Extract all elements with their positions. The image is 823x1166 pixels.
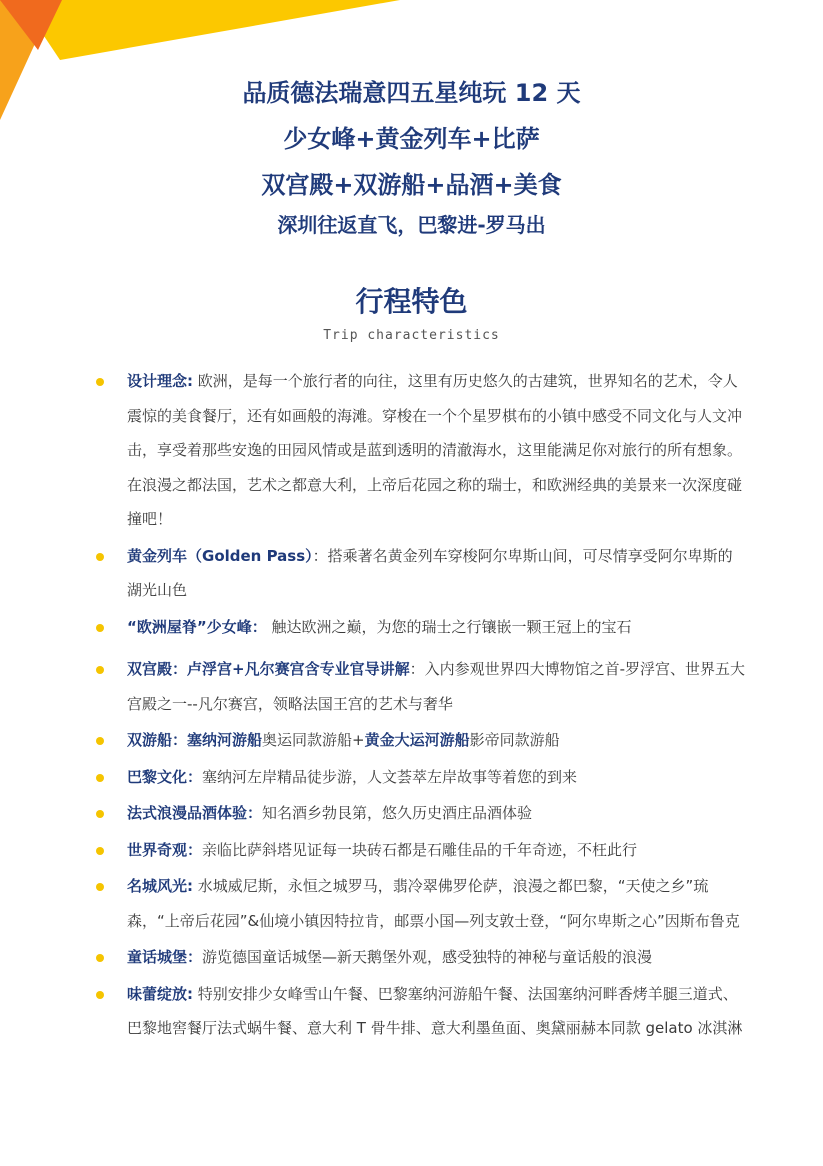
bullet-dot-icon	[96, 737, 104, 745]
feature-label: “欧洲屋脊”少女峰：	[127, 617, 267, 636]
feature-item	[96, 723, 746, 758]
feature-text: 游览德国童话城堡—新天鹅堡外观，感受独特的神秘与童话般的浪漫	[202, 948, 653, 966]
feature-text: 影帝同款游船	[469, 731, 560, 749]
feature-text: 塞纳河左岸精品徒步游，人文荟萃左岸故事等着您的到来	[202, 767, 578, 786]
feature-text: 水城威尼斯，永恒之城罗马，翡冷翠佛罗伦萨，浪漫之都巴黎，“天使之乡”琉森，“上帝后花园”&仙境小镇因特拉肯，邮票小国—列支敦士登，“阿尔卑斯之心”因斯布鲁克	[127, 877, 740, 930]
bullet-dot-icon	[96, 883, 104, 891]
feature-item	[96, 977, 746, 1046]
feature-item	[96, 940, 746, 975]
trip-highlights-1: 少女峰+黄金列车+比萨	[283, 125, 540, 153]
bullet-dot-icon	[96, 378, 104, 386]
feature-item	[96, 760, 746, 795]
feature-highlight: 塞纳河游船	[187, 731, 263, 749]
trip-title: 品质德法瑞意四五星纯玩 12 天	[242, 79, 581, 107]
feature-label: 世界奇观：	[127, 840, 203, 859]
feature-text: 触达欧洲之巅，为您的瑞士之行镶嵌一颗王冠上的宝石	[266, 617, 632, 636]
feature-label: 名城风光:	[127, 877, 193, 895]
feature-list	[96, 364, 746, 1046]
feature-label: 味蕾绽放:	[127, 984, 193, 1003]
feature-label: 黄金列车（Golden Pass）	[127, 546, 313, 565]
bullet-dot-icon	[96, 774, 104, 782]
trip-highlights-2: 双宫殿+双游船+品酒+美食	[261, 171, 562, 199]
section-title: 行程特色	[355, 285, 468, 318]
feature-label: 设计理念:	[127, 372, 193, 390]
feature-item	[96, 610, 746, 645]
bullet-dot-icon	[96, 954, 104, 962]
feature-text: ：入内参观世界四大博物馆之首-罗浮宫、世界五大宫殿之一--凡尔赛宫，领略法国王宫的艺术与奢华	[127, 660, 745, 713]
bullet-dot-icon	[96, 847, 104, 855]
feature-label: 巴黎文化：	[127, 767, 203, 786]
feature-item	[96, 833, 746, 868]
bullet-dot-icon	[96, 553, 104, 561]
section-subtitle: Trip characteristics	[323, 328, 500, 343]
bullet-dot-icon	[96, 624, 104, 632]
yellow-stripe-shape	[20, 0, 400, 60]
feature-label: 双游船：	[127, 731, 188, 749]
trip-route: 深圳往返直飞，巴黎进-罗马出	[277, 213, 546, 237]
feature-text: 特别安排少女峰雪山午餐、巴黎塞纳河游船午餐、法国塞纳河畔香烤羊腿三道式、巴黎地窖餐厅法式蜗牛餐、意大利 T 骨牛排、意大利墨鱼面、奥黛丽赫本同款 gelato 冰淇淋	[127, 984, 743, 1037]
feature-text: 亲临比萨斜塔见证每一块砖石都是石雕佳品的千年奇迹，不枉此行	[202, 840, 638, 859]
feature-item	[96, 364, 746, 537]
feature-label: 双宫殿：卢浮宫+凡尔赛宫含专业官导讲解	[127, 660, 410, 678]
trip-header	[0, 78, 823, 238]
feature-label: 法式浪漫品酒体验：	[127, 804, 263, 822]
feature-item	[96, 796, 746, 831]
feature-text: ：搭乘著名黄金列车穿梭阿尔卑斯山间，可尽情享受阿尔卑斯的湖光山色	[127, 546, 733, 599]
feature-item	[96, 869, 746, 938]
feature-highlight: 黄金大运河游船	[364, 731, 470, 749]
bullet-dot-icon	[96, 991, 104, 999]
feature-item	[96, 539, 746, 608]
feature-text: 知名酒乡勃艮第，悠久历史酒庄品酒体验	[262, 804, 533, 822]
feature-text: 奥运同款游船+	[262, 731, 365, 749]
feature-text: 欧洲，是每一个旅行者的向往，这里有历史悠久的古建筑，世界知名的艺术，令人震惊的美食餐厅，还有如画般的海滩。穿梭在一个个星罗棋布的小镇中感受不同文化与人文冲击，享受着那些安逸的田园风情或是蓝到透明的清澈海水，这里能满足你对旅行的所有想象。在浪漫之都法国，艺术之都意大利，上帝后花园之称的瑞士，和欧洲经典的美景来一次深度碰撞吧！	[127, 372, 743, 528]
bullet-dot-icon	[96, 666, 104, 674]
bullet-dot-icon	[96, 810, 104, 818]
feature-label: 童话城堡：	[127, 948, 203, 966]
feature-item	[96, 652, 746, 721]
